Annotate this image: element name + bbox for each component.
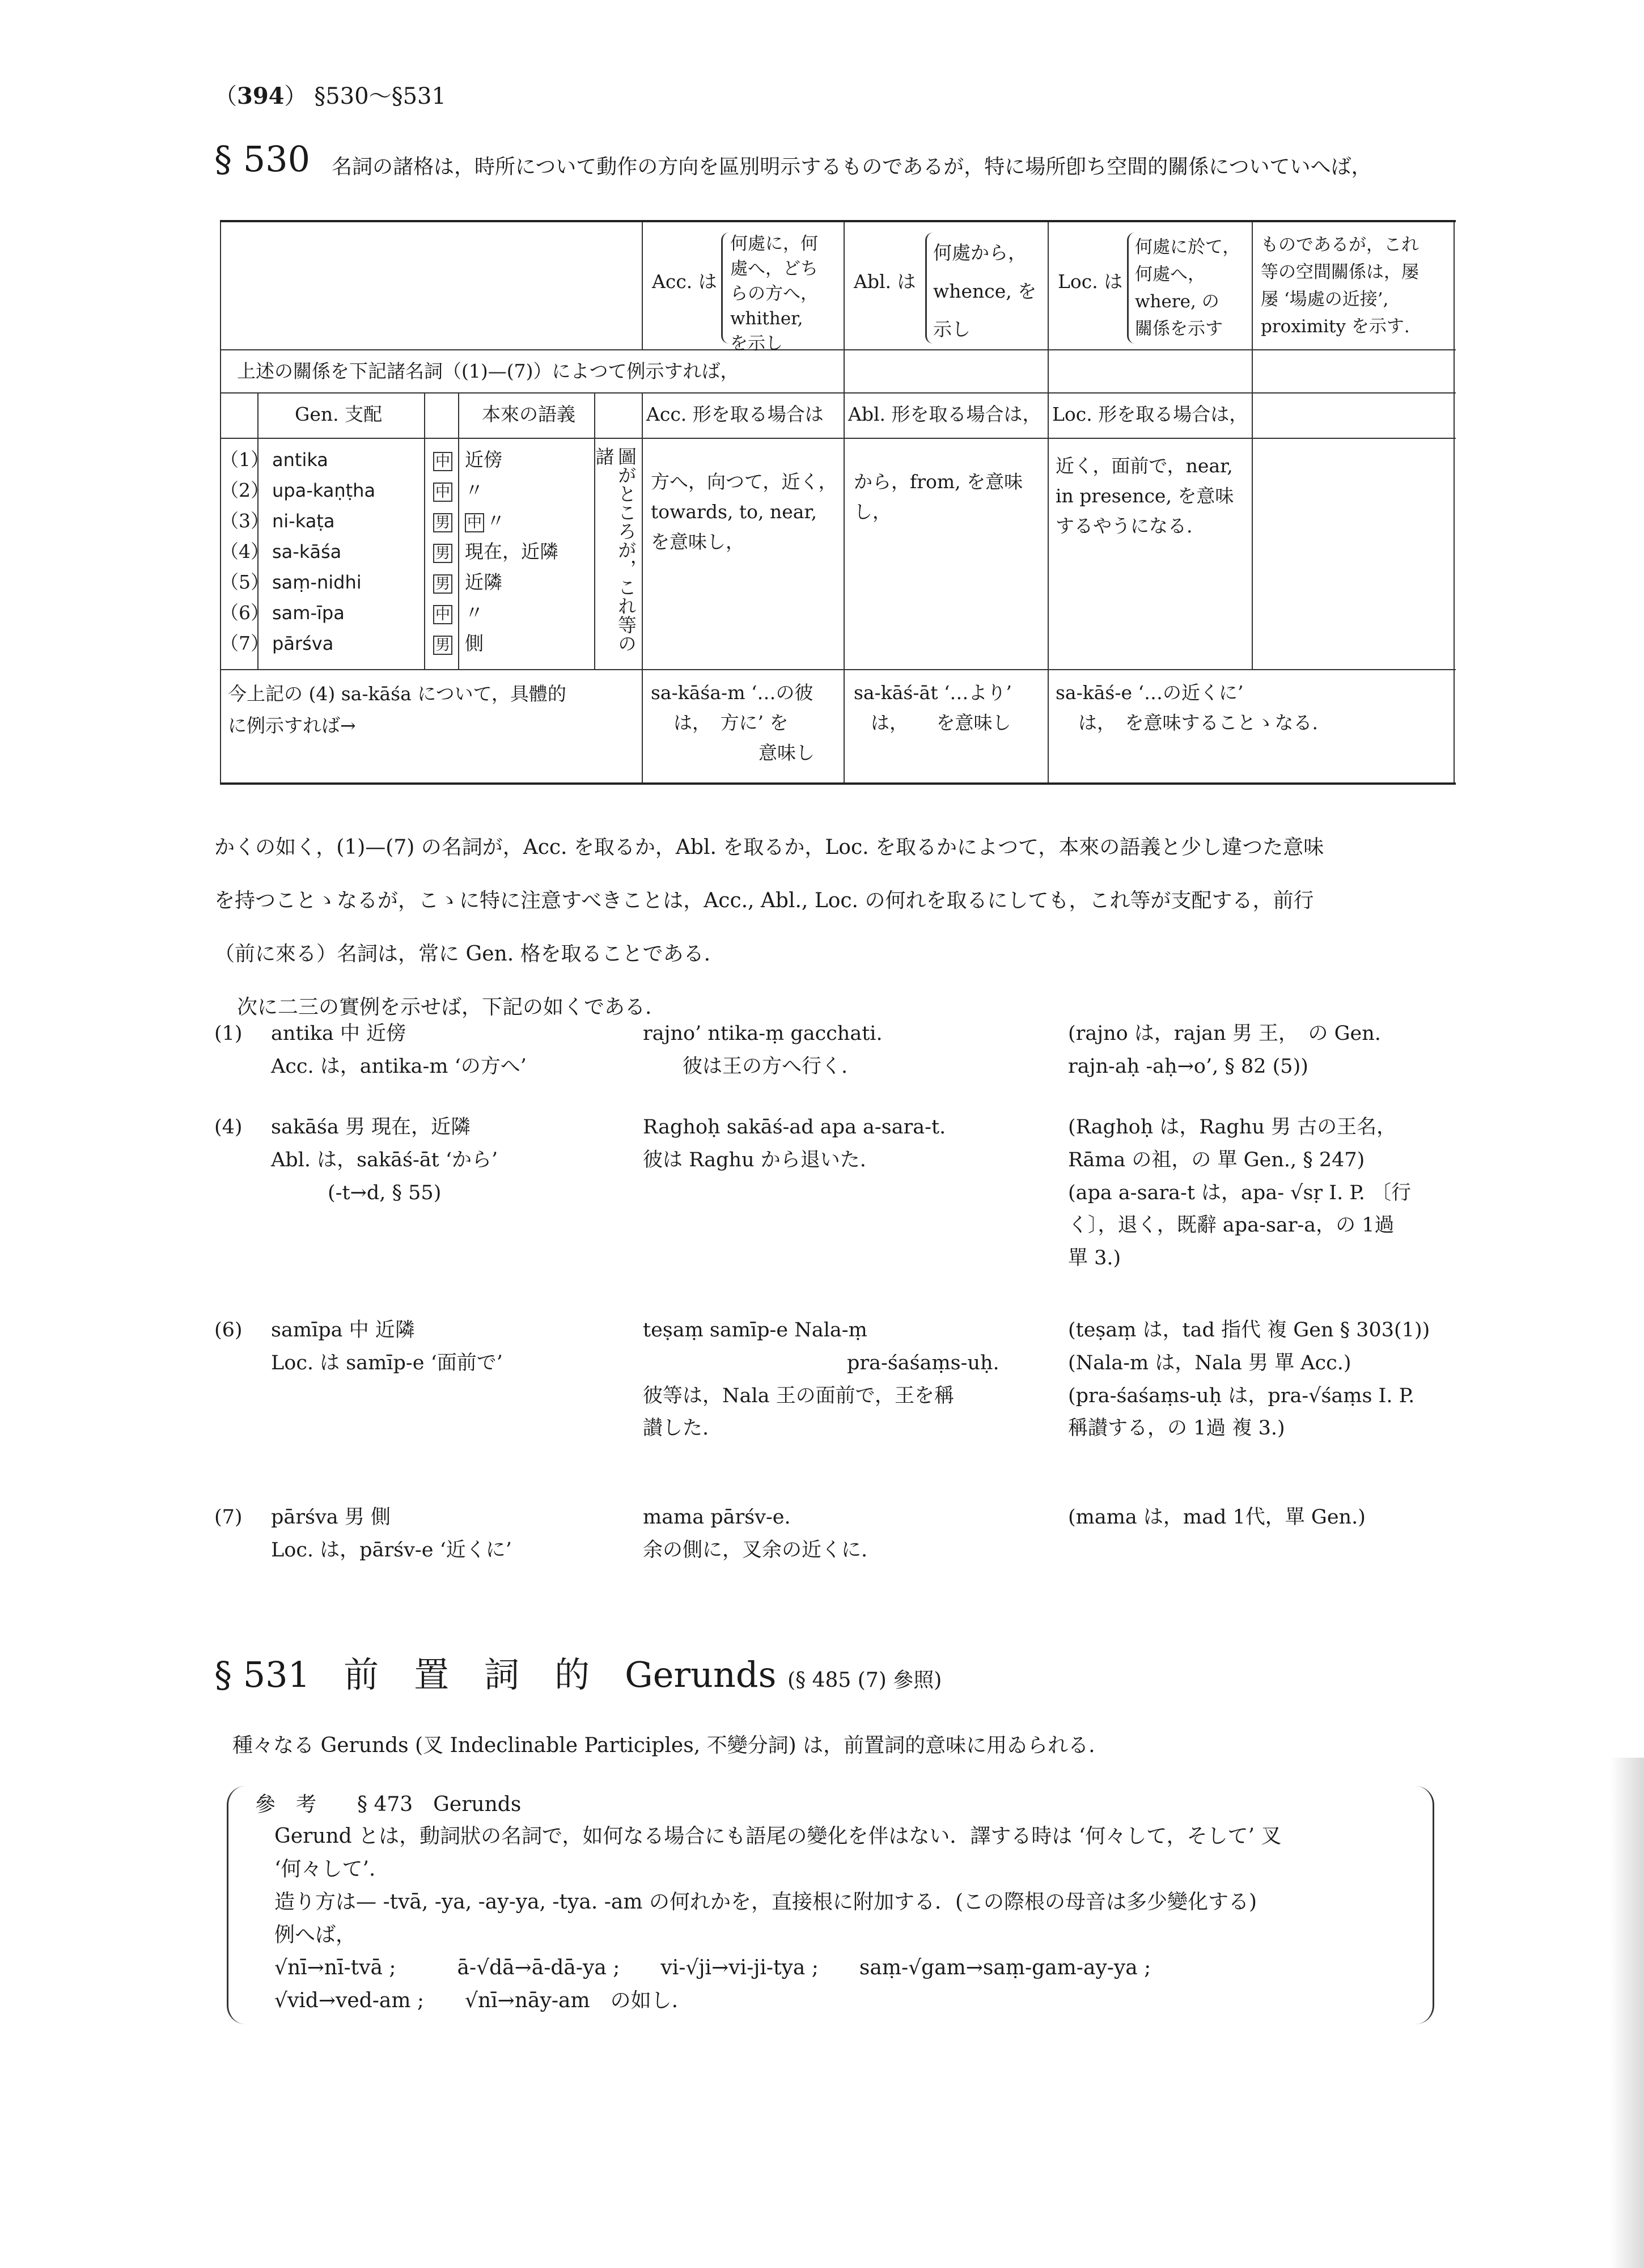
loc-meaning: 近く，面前で，near, in presence, を意味 するやうになる. <box>1056 455 1234 537</box>
noun-numbers: （1） （2） （3） （4） （5） （6） （7） <box>220 448 269 654</box>
list-item: ni-kaṭa <box>272 510 335 532</box>
loc-head: Loc. は <box>1058 270 1123 293</box>
loc-description: 何處に於て， 何處へ， where, の 關係を示す <box>1135 237 1240 340</box>
col-meaning: 本來の語義 <box>482 403 575 425</box>
example-loc: sa-kāś-e ‘…の近くに’ は， を意味することゝなる. <box>1056 682 1318 734</box>
acc-head: Acc. は <box>652 270 717 293</box>
page-edge-shadow <box>1610 1758 1644 2268</box>
section-530-intro: 名詞の諸格は，時所について動作の方向を區別明示するものであるが，特に場所卽ち空間的關係についていへば， <box>332 155 1372 179</box>
noun-words <box>272 445 375 659</box>
reference-note <box>227 1786 1434 2024</box>
row-illustrate: 上述の關係を下記諸名詞（(1)—(7)）によつて例示すれば， <box>237 360 739 382</box>
noun-genders: 中 中 男 男 男 中 男 <box>431 445 455 659</box>
section-531-intro: 種々なる Gerunds (叉 Indeclinable Participles, 不變分詞) は，前置詞的意味に用ゐられる. <box>232 1734 1095 1757</box>
list-item: sam-īpa <box>272 602 345 624</box>
list-item: upa-kaṇṭha <box>272 480 376 501</box>
section-531-number: § 531 <box>214 1654 311 1695</box>
abl-description: 何處から， whence, を 示し <box>933 242 1037 341</box>
list-item: saṃ-nidhi <box>272 572 362 593</box>
example-acc: sa-kāśa-m ‘…の彼 は， 方に’ を 意味し <box>651 682 815 764</box>
list-item: pārśva <box>272 633 334 654</box>
col-acc: Acc. 形を取る場合は <box>646 403 824 425</box>
abl-head: Abl. は <box>854 270 916 293</box>
list-item: sa-kāśa <box>272 541 342 562</box>
col-loc: Loc. 形を取る場合は， <box>1052 403 1248 425</box>
col-abl: Abl. 形を取る場合は， <box>848 403 1041 425</box>
acc-description: 何處に，何 處へ，どち らの方へ， whither, を示し <box>730 234 818 354</box>
example-abl: sa-kāś-āt ‘…より’ は， を意味し <box>854 682 1012 734</box>
example-intro: 今上記の (4) sa-kāśa について，具體的 に例示すれば→ <box>228 683 566 737</box>
section-531-ref: (§ 485 (7) 參照) <box>787 1669 942 1692</box>
case-table <box>220 220 1456 785</box>
explanation-paragraph: かくの如く，(1)—(7) の名詞が，Acc. を取るか，Abl. を取るか，Loc. を取るかによつて，本來の語義と少し違つた意味 を持つことゝなるが，こゝに特に注意すべきことは，Acc., Abl., Loc. の何れを取るにしても，これ等が支配する，前行 （前に來る）名詞は，常に Gen. 格を取ることである. 次に二三の實例を示せば，下記の如くである. <box>214 836 1324 1019</box>
acc-meaning: 方へ，向つて，近く， towards, to, near, を意味し， <box>651 471 837 553</box>
section-530-number: § 530 <box>214 138 311 180</box>
vertical-note: 圖がところが，これ等の諸 <box>592 447 637 653</box>
proximity-note: ものであるが，これ 等の空間關係は，屡 屡 ‘場處の近接’, proximity を示す. <box>1261 235 1419 337</box>
note-heading: 參 考 § 473 Gerunds <box>255 1793 522 1816</box>
noun-meanings: 近傍 〃 中 〃 現在，近隣 近隣 〃 側 <box>465 448 558 654</box>
section-range: §530～§531 <box>314 83 446 109</box>
page-header: （394） §530～§531 <box>214 83 446 109</box>
col-gen: Gen. 支配 <box>295 403 383 425</box>
section-531-title: 前 置 詞 的 Gerunds <box>344 1654 777 1695</box>
abl-meaning: から，from, を意味 し， <box>854 471 1023 523</box>
note-body: Gerund とは，動詞狀の名詞で，如何なる場合にも語尾の變化を伴はない．譯する時は ‘何々して，そして’ 叉 ‘何々して’. 造り方は— -tvā, -ya, -ay-ya, -tya. -am の何れかを，直接根に附加する．(この際根の母音は多少變化する) 例へば， √nī→nī-tvā ; ā-√dā→ā-dā-ya ; vi-√ji→vi-ji-tya ; saṃ-√gam→saṃ-gam-ay-ya ; √vid→ved-am ; √nī→nāy-am の如し. <box>274 1825 1282 2012</box>
list-item: antika <box>272 449 328 471</box>
section-531-heading <box>214 1647 942 1697</box>
page-number: 394 <box>237 83 285 109</box>
